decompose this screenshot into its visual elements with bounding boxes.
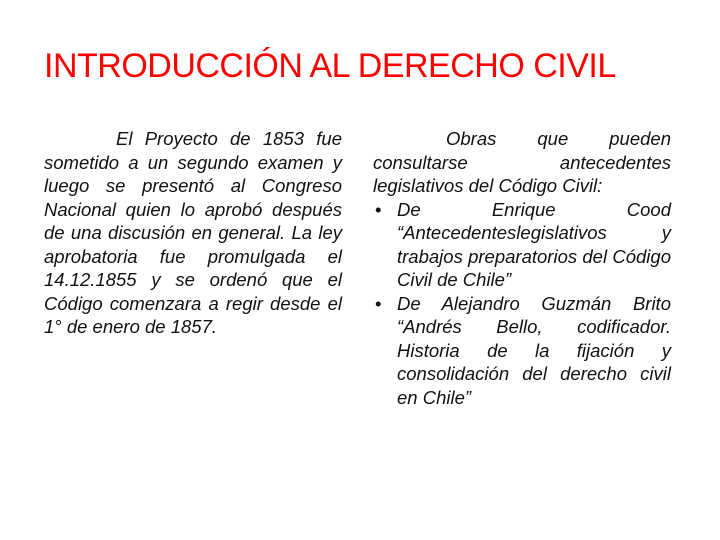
slide-title: INTRODUCCIÓN AL DERECHO CIVIL <box>44 47 616 85</box>
reference-guzman: De Alejandro Guzmán Brito “Andrés Bello, codificador. Historia de la fijación y consolidación del derecho civil en Chile” <box>397 292 671 408</box>
left-paragraph: El Proyecto de 1853 fue sometido a un segundo examen y luego se presentó al Congreso Nacional quien lo aprobó después de una discusión en general. La ley aprobatoria fue promulgada el 14.12.1855 y se ordenó que el Código comenzara a regir desde el 1° de enero de 1857. <box>44 128 342 337</box>
right-text-column <box>373 127 671 409</box>
references-list <box>373 198 671 410</box>
reference-cood: De Enrique Cood “Antecedenteslegislativos y trabajos preparatorios del Código Civil de Chile” <box>397 198 671 290</box>
bullet-icon: • <box>375 198 382 220</box>
left-text-column <box>44 127 342 339</box>
list-item <box>373 198 671 292</box>
right-intro-paragraph: Obras que pueden consultarse antecedentes legislativos del Código Civil: <box>373 128 671 196</box>
bullet-icon: • <box>375 292 382 314</box>
list-item <box>373 292 671 410</box>
